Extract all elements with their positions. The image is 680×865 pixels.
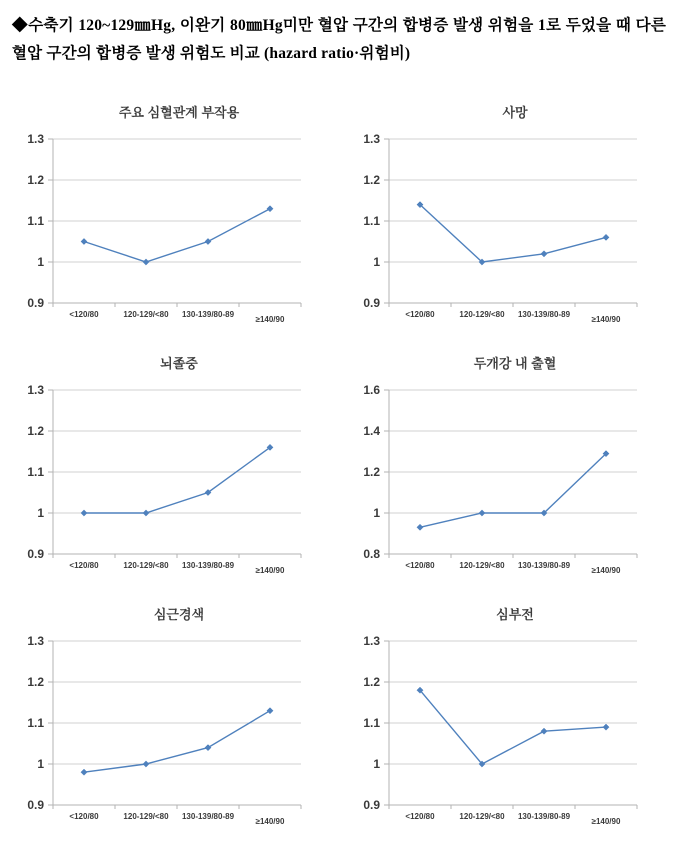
line-chart <box>7 127 335 335</box>
data-point-marker <box>267 707 273 713</box>
x-tick-label: <120/80 <box>405 309 435 319</box>
y-tick-label: 1.1 <box>363 715 380 730</box>
data-line <box>84 447 270 513</box>
x-tick-label: 130-139/80-89 <box>181 560 235 570</box>
data-point-marker <box>81 510 87 516</box>
y-tick-label: 0.9 <box>27 797 44 812</box>
x-tick-label: 130-139/80-89 <box>181 811 235 821</box>
x-tick-label: 120-129/<80 <box>123 811 169 821</box>
x-tick-label: 120-129/<80 <box>459 560 505 570</box>
data-point-marker <box>417 524 423 530</box>
line-chart <box>343 378 671 586</box>
y-tick-label: 1 <box>373 254 380 269</box>
y-tick-label: 1.1 <box>27 213 44 228</box>
x-tick-label: ≥140/90 <box>255 565 285 575</box>
x-tick-label: 130-139/80-89 <box>517 560 571 570</box>
y-tick-label: 1.2 <box>363 172 380 187</box>
chart-cell-major-cv-adverse-events <box>7 102 337 335</box>
x-tick-label: ≥140/90 <box>591 565 621 575</box>
charts-grid <box>0 68 680 837</box>
y-tick-label: 0.9 <box>27 546 44 561</box>
y-tick-label: 1.3 <box>363 131 380 146</box>
y-tick-label: 1.1 <box>363 213 380 228</box>
y-tick-label: 1.3 <box>27 633 44 648</box>
x-tick-label: 130-139/80-89 <box>517 309 571 319</box>
y-tick-label: 0.8 <box>363 546 380 561</box>
y-tick-label: 1 <box>37 505 44 520</box>
data-point-marker <box>81 769 87 775</box>
chart-cell-stroke <box>7 353 337 586</box>
chart-title: 심부전 <box>496 606 534 622</box>
x-tick-label: ≥140/90 <box>255 314 285 324</box>
y-tick-label: 1.3 <box>363 633 380 648</box>
x-tick-label: 120-129/<80 <box>123 560 169 570</box>
chart-title: 두개강 내 출혈 <box>473 355 557 371</box>
plot-svg <box>7 127 335 335</box>
data-point-marker <box>541 728 547 734</box>
data-point-marker <box>205 238 211 244</box>
x-tick-label: <120/80 <box>405 560 435 570</box>
chart-title: 심근경색 <box>153 606 205 622</box>
chart-title: 사망 <box>502 104 528 120</box>
x-tick-label: <120/80 <box>69 811 99 821</box>
data-point-marker <box>479 510 485 516</box>
data-line <box>420 204 606 261</box>
x-tick-label: 120-129/<80 <box>459 309 505 319</box>
line-chart <box>7 378 335 586</box>
plot-svg <box>343 378 671 586</box>
y-tick-label: 1.2 <box>363 674 380 689</box>
y-tick-label: 1.2 <box>27 674 44 689</box>
line-chart <box>343 629 671 837</box>
x-tick-label: ≥140/90 <box>255 816 285 826</box>
chart-title: 뇌졸중 <box>160 355 198 371</box>
plot-svg <box>343 127 671 335</box>
y-tick-label: 1 <box>373 505 380 520</box>
y-tick-label: 0.9 <box>363 295 380 310</box>
chart-cell-intracranial-hemorrhage <box>343 353 673 586</box>
caption-text: ◆수축기 120~129㎜Hg, 이완기 80㎜Hg미만 혈압 구간의 합병증 발생 위험을 1로 두었을 때 다른 혈압 구간의 합병증 발생 위험도 비교 (hazard ratio·위험비) <box>12 17 666 62</box>
y-tick-label: 1.2 <box>363 464 380 479</box>
y-tick-label: 1.3 <box>27 382 44 397</box>
plot-svg <box>343 629 671 837</box>
y-tick-label: 1.3 <box>27 131 44 146</box>
line-chart <box>7 629 335 837</box>
data-line <box>84 208 270 261</box>
data-line <box>420 690 606 764</box>
x-tick-label: 120-129/<80 <box>459 811 505 821</box>
data-point-marker <box>143 510 149 516</box>
plot-svg <box>7 629 335 837</box>
data-point-marker <box>603 724 609 730</box>
y-tick-label: 1.4 <box>363 423 380 438</box>
data-point-marker <box>603 234 609 240</box>
chart-title: 주요 심혈관계 부작용 <box>118 104 240 120</box>
y-tick-label: 1 <box>373 756 380 771</box>
y-tick-label: 0.9 <box>363 797 380 812</box>
x-tick-label: <120/80 <box>405 811 435 821</box>
x-tick-label: 130-139/80-89 <box>181 309 235 319</box>
y-tick-label: 1 <box>37 756 44 771</box>
y-tick-label: 1.2 <box>27 423 44 438</box>
x-tick-label: ≥140/90 <box>591 314 621 324</box>
data-point-marker <box>81 238 87 244</box>
x-tick-label: 130-139/80-89 <box>517 811 571 821</box>
y-tick-label: 1.1 <box>27 715 44 730</box>
chart-cell-heart-failure <box>343 604 673 837</box>
x-tick-label: 120-129/<80 <box>123 309 169 319</box>
chart-cell-myocardial-infarction <box>7 604 337 837</box>
x-tick-label: <120/80 <box>69 309 99 319</box>
y-tick-label: 1.6 <box>363 382 380 397</box>
data-line <box>420 453 606 527</box>
line-chart <box>343 127 671 335</box>
y-tick-label: 1.2 <box>27 172 44 187</box>
plot-svg <box>7 378 335 586</box>
data-point-marker <box>205 744 211 750</box>
data-point-marker <box>267 205 273 211</box>
x-tick-label: ≥140/90 <box>591 816 621 826</box>
chart-cell-death <box>343 102 673 335</box>
data-point-marker <box>143 761 149 767</box>
x-tick-label: <120/80 <box>69 560 99 570</box>
data-line <box>84 710 270 772</box>
data-point-marker <box>143 259 149 265</box>
data-point-marker <box>541 250 547 256</box>
y-tick-label: 0.9 <box>27 295 44 310</box>
y-tick-label: 1.1 <box>27 464 44 479</box>
y-tick-label: 1 <box>37 254 44 269</box>
